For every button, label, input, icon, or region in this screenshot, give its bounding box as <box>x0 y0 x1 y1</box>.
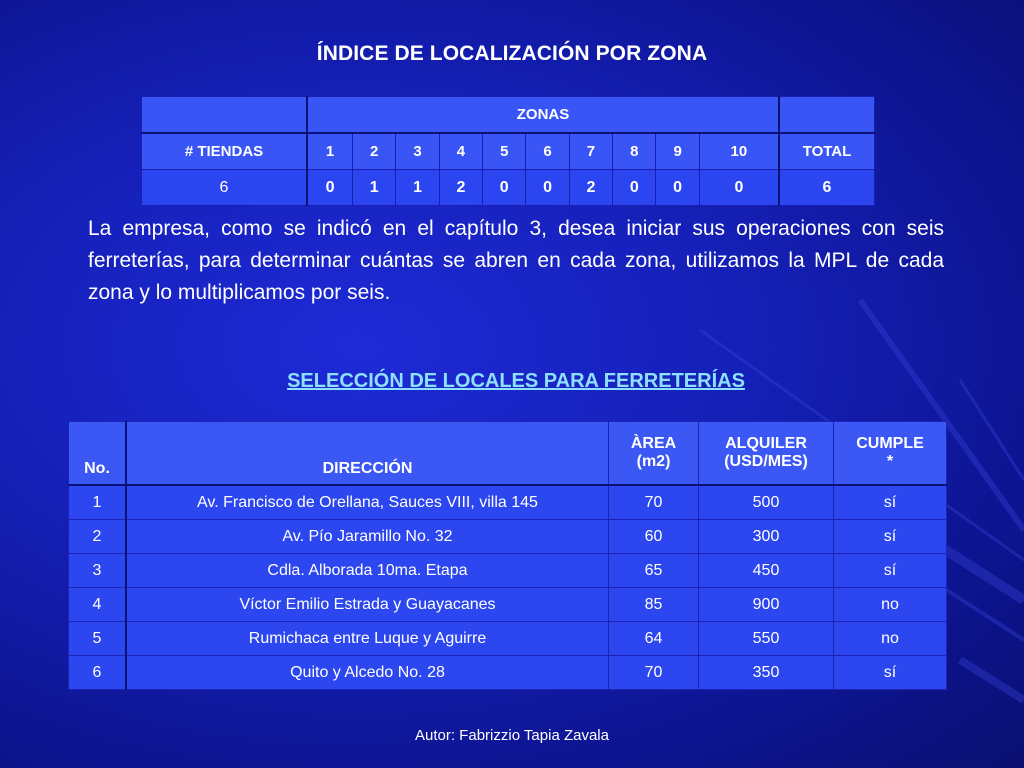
row-area: 85 <box>609 588 699 622</box>
alquiler-header <box>699 422 834 486</box>
cumple-header-line1: CUMPLE <box>856 435 924 452</box>
total-header: TOTAL <box>779 133 875 170</box>
row-no: 6 <box>69 656 127 690</box>
zone-count: 2 <box>439 170 482 206</box>
row-cumple: sí <box>834 520 947 554</box>
row-area: 70 <box>609 656 699 690</box>
row-area: 64 <box>609 622 699 656</box>
row-direccion: Rumichaca entre Luque y Aguirre <box>126 622 609 656</box>
row-direccion: Víctor Emilio Estrada y Guayacanes <box>126 588 609 622</box>
row-no: 2 <box>69 520 127 554</box>
tiendas-value: 6 <box>142 170 308 206</box>
zone-number: 1 <box>307 133 353 170</box>
zone-count: 2 <box>569 170 612 206</box>
zone-number: 8 <box>613 133 656 170</box>
zone-number: 7 <box>569 133 612 170</box>
empty-header-cell <box>142 97 308 134</box>
row-cumple: no <box>834 588 947 622</box>
zone-count: 0 <box>656 170 699 206</box>
row-no: 5 <box>69 622 127 656</box>
author-footer: Autor: Fabrizzio Tapia Zavala <box>415 727 609 744</box>
row-area: 65 <box>609 554 699 588</box>
no-header: No. <box>69 422 127 486</box>
zone-numbers-row <box>142 133 875 170</box>
locales-table <box>68 421 947 690</box>
table-row <box>69 656 947 690</box>
row-alquiler: 500 <box>699 485 834 520</box>
zone-count: 0 <box>307 170 353 206</box>
zone-count: 1 <box>353 170 396 206</box>
row-cumple: no <box>834 622 947 656</box>
row-alquiler: 900 <box>699 588 834 622</box>
zone-number: 5 <box>483 133 526 170</box>
row-area: 60 <box>609 520 699 554</box>
description-paragraph: La empresa, como se indicó en el capítulo 3, desea iniciar sus operaciones con seis ferreterías, para determinar cuántas se abren en cada zona, utilizamos la MPL de cada zona y lo multiplicamos por seis. <box>88 217 944 304</box>
zone-number: 9 <box>656 133 699 170</box>
zone-table-header-row <box>142 97 875 134</box>
zone-index-table <box>141 96 875 206</box>
section-subtitle: SELECCIÓN DE LOCALES PARA FERRETERÍAS <box>287 370 745 392</box>
zone-number: 3 <box>396 133 439 170</box>
tiendas-header: # TIENDAS <box>142 133 308 170</box>
zone-number: 4 <box>439 133 482 170</box>
table-row <box>69 485 947 520</box>
direccion-header: DIRECCIÓN <box>126 422 609 486</box>
row-cumple: sí <box>834 485 947 520</box>
row-no: 1 <box>69 485 127 520</box>
zone-count: 0 <box>483 170 526 206</box>
table-row <box>69 554 947 588</box>
zone-number: 2 <box>353 133 396 170</box>
zone-number: 6 <box>526 133 569 170</box>
zone-count: 0 <box>613 170 656 206</box>
row-alquiler: 550 <box>699 622 834 656</box>
alquiler-header-line1: ALQUILER <box>725 435 807 452</box>
row-area: 70 <box>609 485 699 520</box>
empty-header-cell <box>779 97 875 134</box>
alquiler-header-line2: (USD/MES) <box>724 453 808 470</box>
area-header <box>609 422 699 486</box>
row-cumple: sí <box>834 554 947 588</box>
zone-counts-row <box>142 170 875 206</box>
row-alquiler: 350 <box>699 656 834 690</box>
row-direccion: Quito y Alcedo No. 28 <box>126 656 609 690</box>
row-alquiler: 450 <box>699 554 834 588</box>
row-direccion: Av. Pío Jaramillo No. 32 <box>126 520 609 554</box>
row-no: 4 <box>69 588 127 622</box>
table-row <box>69 622 947 656</box>
area-header-line1: ÀREA <box>630 435 677 452</box>
table-row <box>69 588 947 622</box>
zonas-header: ZONAS <box>307 97 779 134</box>
cumple-header <box>834 422 947 486</box>
zone-count: 1 <box>396 170 439 206</box>
locales-header-row <box>69 422 947 486</box>
table-row <box>69 520 947 554</box>
zone-count: 0 <box>526 170 569 206</box>
row-direccion: Av. Francisco de Orellana, Sauces VIII, villa 145 <box>126 485 609 520</box>
row-no: 3 <box>69 554 127 588</box>
zone-number: 10 <box>699 133 779 170</box>
row-direccion: Cdla. Alborada 10ma. Etapa <box>126 554 609 588</box>
row-alquiler: 300 <box>699 520 834 554</box>
area-header-line2: (m2) <box>636 453 671 470</box>
total-value: 6 <box>779 170 875 206</box>
page-title: ÍNDICE DE LOCALIZACIÓN POR ZONA <box>316 42 708 65</box>
row-cumple: sí <box>834 656 947 690</box>
zone-count: 0 <box>699 170 779 206</box>
cumple-header-line2: * <box>886 453 894 470</box>
